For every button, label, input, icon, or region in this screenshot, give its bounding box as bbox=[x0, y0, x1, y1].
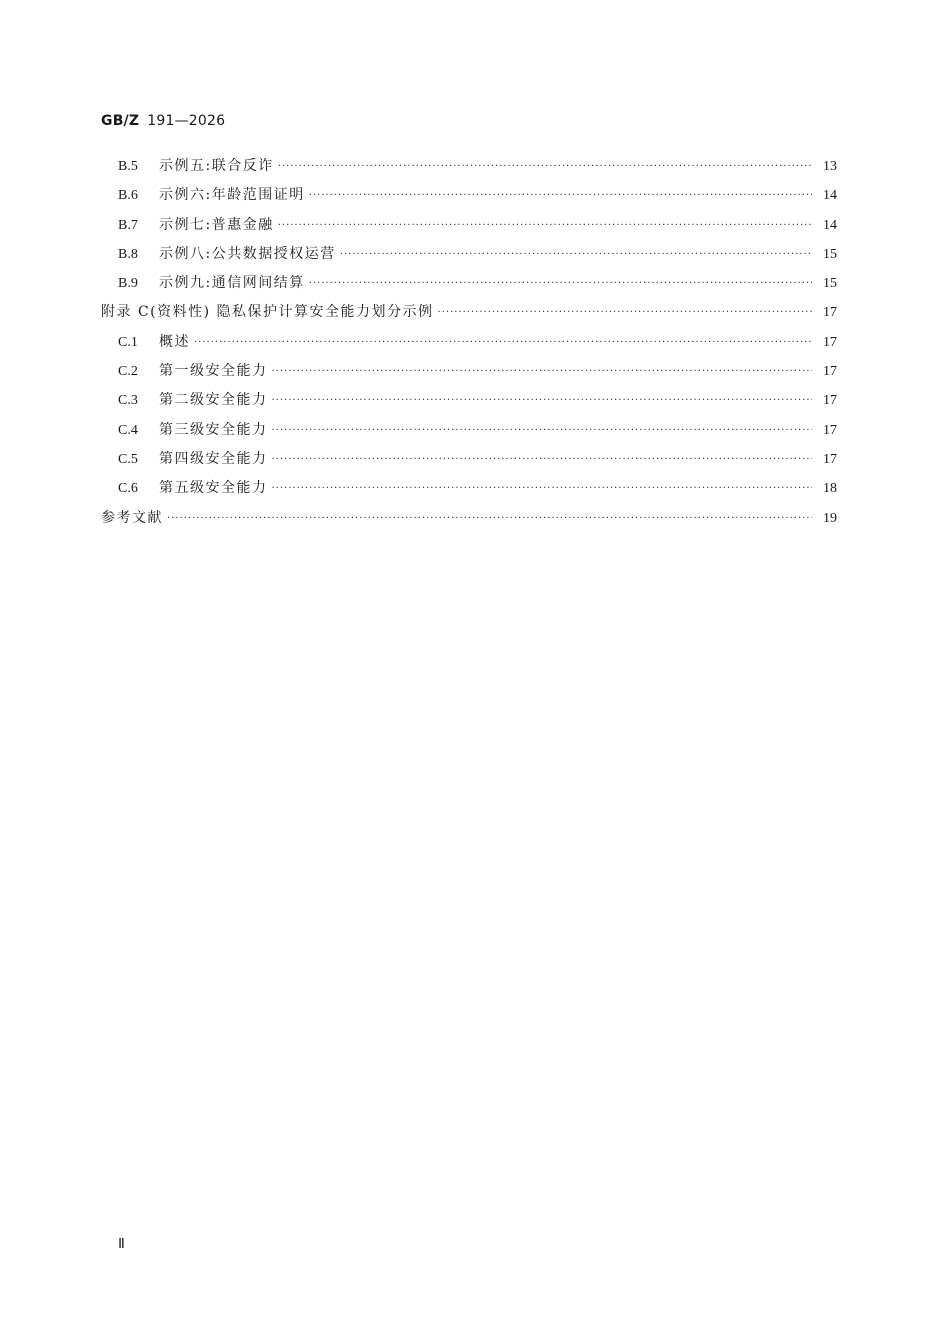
table-of-contents bbox=[101, 152, 837, 533]
toc-entry-number: B.5 bbox=[118, 159, 138, 174]
toc-entry[interactable] bbox=[101, 357, 837, 386]
toc-entry-page: 17 bbox=[823, 393, 837, 409]
toc-entry-number: C.3 bbox=[118, 393, 138, 409]
toc-entry-title: 概述 bbox=[159, 333, 190, 350]
toc-entry[interactable] bbox=[101, 416, 837, 445]
toc-entry[interactable] bbox=[101, 211, 837, 240]
toc-entry-title: 示例六:年龄范围证明 bbox=[159, 187, 305, 204]
toc-leader-dots bbox=[194, 328, 812, 357]
toc-entry-page: 17 bbox=[823, 422, 837, 438]
page-number: Ⅱ bbox=[118, 1237, 125, 1252]
toc-entry-title: 第四级安全能力 bbox=[159, 450, 268, 467]
toc-entry-title: 示例七:普惠金融 bbox=[159, 216, 274, 233]
toc-entry-number: C.5 bbox=[118, 451, 138, 467]
toc-entry-page: 14 bbox=[823, 188, 837, 204]
toc-leader-dots bbox=[278, 211, 812, 240]
toc-leader-dots bbox=[167, 504, 812, 533]
toc-entry-title: 示例九:通信网间结算 bbox=[159, 275, 305, 292]
toc-entry-page: 17 bbox=[823, 334, 837, 350]
toc-entry[interactable] bbox=[101, 152, 837, 181]
toc-entry-number: B.8 bbox=[118, 246, 138, 262]
toc-leader-dots bbox=[272, 357, 813, 386]
toc-entry-page: 15 bbox=[823, 276, 837, 292]
toc-entry-page: 19 bbox=[823, 510, 837, 526]
toc-entry-number: C.6 bbox=[118, 481, 138, 497]
toc-entry-number: B.9 bbox=[118, 276, 138, 292]
toc-entry[interactable] bbox=[101, 181, 837, 210]
toc-entry-title: 第一级安全能力 bbox=[159, 363, 268, 380]
toc-leader-dots bbox=[272, 445, 813, 474]
toc-entry-title: 示例五:联合反诈 bbox=[159, 158, 274, 174]
toc-entry-title: 参考文献 bbox=[101, 509, 163, 526]
toc-entry-number: C.4 bbox=[118, 422, 138, 438]
toc-entry-number: C.2 bbox=[118, 364, 138, 380]
toc-leader-dots bbox=[272, 416, 813, 445]
toc-entry-page: 15 bbox=[823, 246, 837, 262]
toc-leader-dots bbox=[309, 269, 812, 298]
document-header bbox=[101, 113, 225, 129]
toc-leader-dots bbox=[438, 298, 812, 327]
toc-entry[interactable] bbox=[101, 504, 837, 533]
toc-entry-page: 18 bbox=[823, 481, 837, 497]
toc-leader-dots bbox=[272, 474, 813, 503]
toc-leader-dots bbox=[309, 181, 812, 210]
toc-entry[interactable] bbox=[101, 240, 837, 269]
toc-entry-page: 13 bbox=[823, 159, 837, 174]
toc-entry[interactable] bbox=[101, 298, 837, 327]
toc-entry-number: B.6 bbox=[118, 188, 138, 204]
standard-number: 191—2026 bbox=[147, 113, 226, 129]
toc-entry-title: 示例八:公共数据授权运营 bbox=[159, 245, 336, 262]
toc-entry[interactable] bbox=[101, 386, 837, 415]
toc-entry[interactable] bbox=[101, 474, 837, 503]
toc-entry-number: B.7 bbox=[118, 217, 138, 233]
toc-entry[interactable] bbox=[101, 269, 837, 298]
toc-leader-dots bbox=[278, 152, 812, 181]
toc-entry-page: 17 bbox=[823, 451, 837, 467]
toc-entry[interactable] bbox=[101, 445, 837, 474]
toc-leader-dots bbox=[272, 386, 813, 415]
toc-entry-title: 附录 C(资料性) 隐私保护计算安全能力划分示例 bbox=[101, 304, 434, 321]
toc-leader-dots bbox=[340, 240, 812, 269]
toc-entry-page: 14 bbox=[823, 217, 837, 233]
standard-code: GB/Z bbox=[101, 113, 140, 129]
toc-entry-page: 17 bbox=[823, 305, 837, 321]
toc-entry-page: 17 bbox=[823, 364, 837, 380]
toc-entry-number: C.1 bbox=[118, 334, 138, 350]
toc-entry[interactable] bbox=[101, 328, 837, 357]
toc-entry-title: 第五级安全能力 bbox=[159, 480, 268, 497]
toc-entry-title: 第三级安全能力 bbox=[159, 421, 268, 438]
toc-entry-title: 第二级安全能力 bbox=[159, 392, 268, 409]
